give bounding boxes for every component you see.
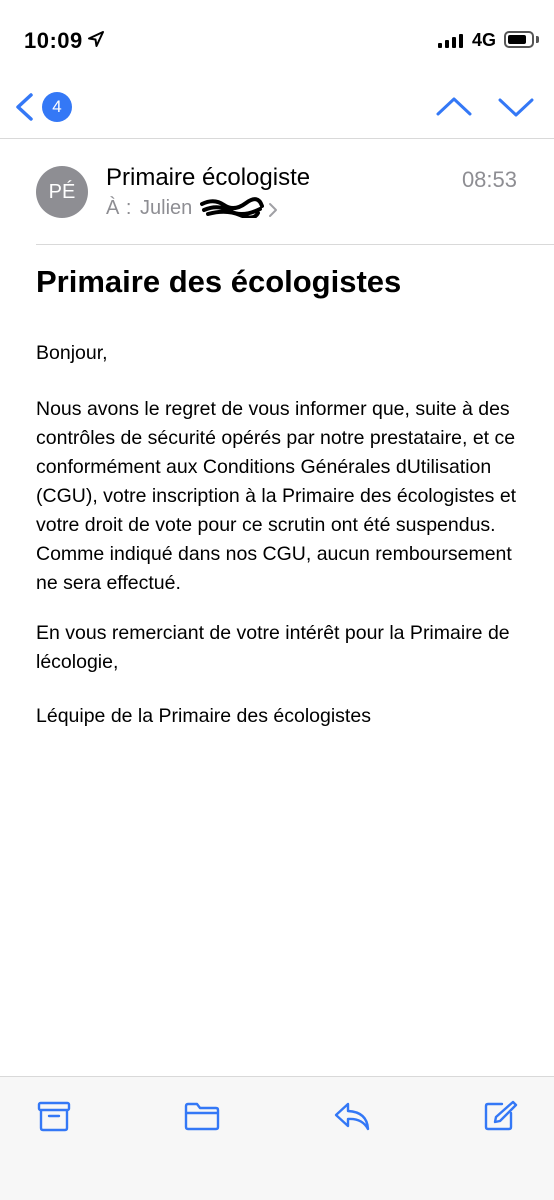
status-bar [0,0,554,80]
bottom-toolbar [0,1077,554,1200]
email-time: 08:53 [461,167,517,192]
network-type: 4G [472,30,497,50]
recipient-chevron-icon[interactable] [268,202,278,218]
sender-avatar: PÉ [36,166,88,218]
battery-icon [504,31,534,48]
redaction-scribble [200,196,264,218]
up-arrow-icon[interactable] [434,94,474,120]
reply-icon[interactable] [332,1099,372,1133]
header-divider [36,244,554,245]
archive-icon[interactable] [34,1099,74,1133]
nav-divider [0,138,554,139]
folder-icon[interactable] [182,1099,222,1133]
location-arrow-icon [88,31,104,47]
recipient-name[interactable]: Julien [140,197,193,219]
body-paragraph: Nous avons le regret de vous informer que, suite à des contrôles de sécurité opérés par notre prestataire, et ce conformément aux Conditions Générales dUtilisation (CGU), votre inscription à la Primaire des écologistes et votre droit de vote pour ce scrutin ont été suspendus. Comme indiqué dans nos CGU, aucun remboursement ne sera effectué. [36,398,517,594]
back-chevron-icon[interactable] [12,92,38,122]
unread-count-badge[interactable]: 4 [42,92,72,122]
body-paragraph: Léquipe de la Primaire des écologistes [36,705,371,727]
compose-icon[interactable] [480,1099,520,1133]
signal-bars-icon [438,34,463,48]
battery-tip [536,36,539,43]
recipient-label: À : [106,197,132,219]
body-paragraph: En vous remerciant de votre intérêt pour la Primaire de lécologie, [36,622,510,673]
body-paragraph: Bonjour, [36,342,108,364]
nav-bar [0,80,554,138]
email-subject: Primaire des écologistes [36,264,402,299]
sender-name[interactable]: Primaire écologiste [106,164,311,191]
status-time: 10:09 [24,28,83,53]
down-arrow-icon[interactable] [496,94,536,120]
